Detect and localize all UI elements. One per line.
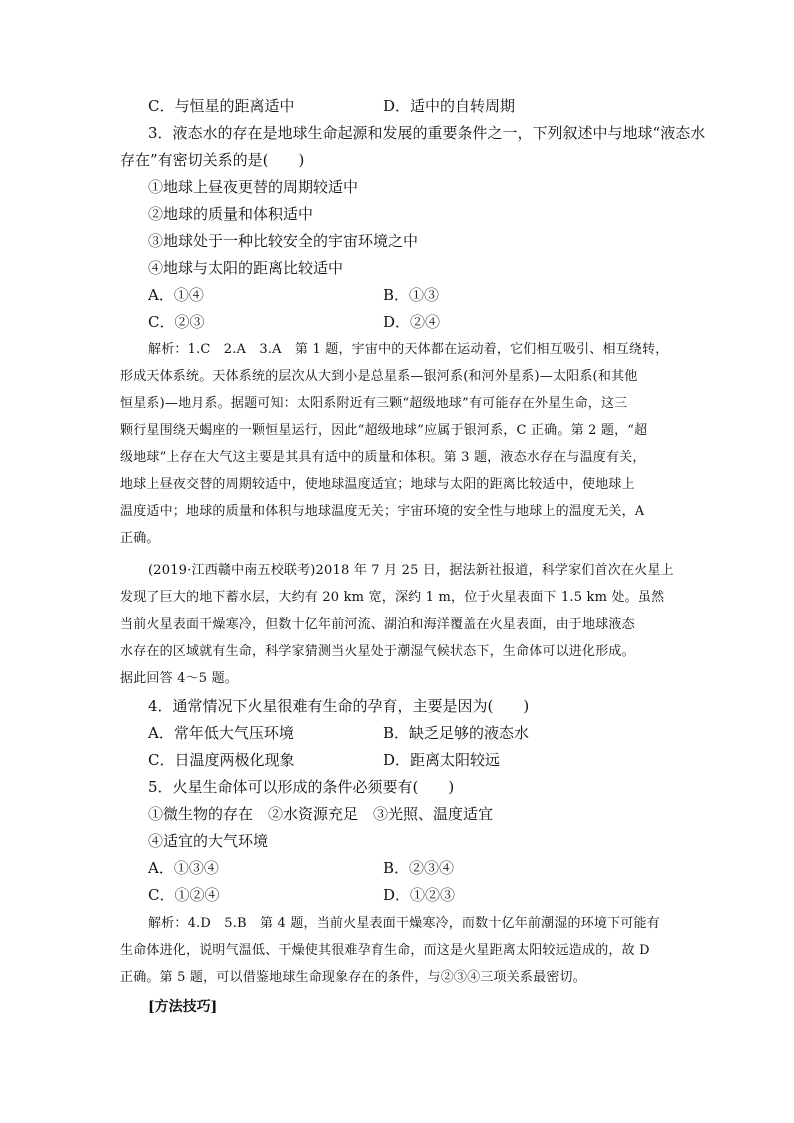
q3-item-2: ②地球的质量和体积适中 [148, 205, 314, 223]
q3-stem-line2: 存在”有密切关系的是( ) [120, 151, 305, 169]
q4-option-d: D．距离太阳较远 [383, 751, 501, 769]
q4-stem: 4．通常情况下火星很难有生命的孕育，主要是因为( ) [148, 697, 530, 715]
q5-option-c: C．①②④ [148, 886, 220, 904]
q5-stem: 5．火星生命体可以形成的条件必须要有( ) [148, 778, 455, 796]
explanation1-line: 颗行星围绕天蝎座的一颗恒星运行，因此“超级地球”应属于银河系，C 正确。第 2 题，“超 [120, 423, 648, 438]
explanation1-line: 温度适中；地球的质量和体积与地球温度无关；宇宙环境的安全性与地球上的温度无关，A [120, 504, 645, 519]
q5-items-line1: ①微生物的存在 ②水资源充足 ③光照、温度适宜 [148, 805, 494, 823]
explanation1-line: 形成天体系统。天体系统的层次从大到小是总星系—银河系(和河外星系)—太阳系(和其他 [120, 369, 638, 384]
explanation1-line: 地球上昼夜交替的周期较适中，使地球温度适宜；地球与太阳的距离比较适中，使地球上 [120, 477, 635, 492]
passage-line: (2019·江西赣中南五校联考)2018 年 7 月 25 日，据法新社报道，科学家们首次在火星上 [148, 563, 674, 578]
q3-option-c: C．②③ [148, 313, 205, 331]
q5-items-line2: ④适宜的大气环境 [148, 832, 269, 850]
explanation2-line: 生命体进化，说明气温低、干燥使其很难孕育生命，而这是火星距离太阳较远造成的，故 D [120, 943, 650, 958]
q4-option-a: A．常年低大气压环境 [148, 724, 294, 742]
explanation2-line: 正确。第 5 题，可以借鉴地球生命现象存在的条件，与②③④三项关系最密切。 [120, 970, 586, 985]
q3-option-d: D．②④ [383, 313, 441, 331]
q3-item-1: ①地球上昼夜更替的周期较适中 [148, 178, 359, 196]
q3-option-b: B．①③ [383, 286, 440, 304]
q4-option-b: B．缺乏足够的液态水 [383, 724, 530, 742]
explanation1-line: 级地球”上存在大气这主要是其具有适中的质量和体积。第 3 题，液态水存在与温度有关， [120, 450, 646, 465]
q4-option-c: C．日温度两极化现象 [148, 751, 295, 769]
q5-option-d: D．①②③ [383, 886, 456, 904]
q2-option-d-row [383, 97, 515, 115]
passage-line: 发现了巨大的地下蓄水层，大约有 20 km 宽，深约 1 m，位于火星表面下 1.5 km 处。虽然 [120, 590, 665, 605]
explanation2-line: 解析：4.D 5.B 第 4 题，当前火星表面干燥寒冷，而数十亿年前潮湿的环境下可能有 [148, 916, 660, 931]
q5-option-a: A．①③④ [148, 859, 219, 877]
q3-item-4: ④地球与太阳的距离比较适中 [148, 259, 344, 277]
passage-line: 据此回答 4～5 题。 [120, 671, 239, 686]
q3-item-3: ③地球处于一种比较安全的宇宙环境之中 [148, 232, 419, 250]
passage-line: 水存在的区域就有生命，科学家猜测当火星处于潮湿气候状态下，生命体可以进化形成。 [120, 644, 635, 659]
q2-option-c: C．与恒星的距离适中 [148, 97, 295, 115]
q5-option-b: B．②③④ [383, 859, 455, 877]
explanation1-line: 解析：1.C 2.A 3.A 第 1 题，宇宙中的天体都在运动着，它们相互吸引、相互绕转， [148, 342, 669, 357]
explanation1-line: 正确。 [120, 531, 160, 546]
q3-stem-line1: 3．液态水的存在是地球生命起源和发展的重要条件之一，下列叙述中与地球“液态水 [148, 124, 706, 142]
q2-option-d: D．适中的自转周期 [383, 97, 516, 115]
q3-option-a: A．①④ [148, 286, 204, 304]
passage-line: 当前火星表面干燥寒冷，但数十亿年前河流、湖泊和海洋覆盖在火星表面，由于地球液态 [120, 617, 635, 632]
explanation1-line: 恒星系)—地月系。据题可知：太阳系附近有三颗“超级地球”有可能存在外星生命，这三 [120, 396, 628, 411]
section-heading: [方法技巧] [148, 999, 218, 1015]
q2-option-row [148, 97, 294, 115]
